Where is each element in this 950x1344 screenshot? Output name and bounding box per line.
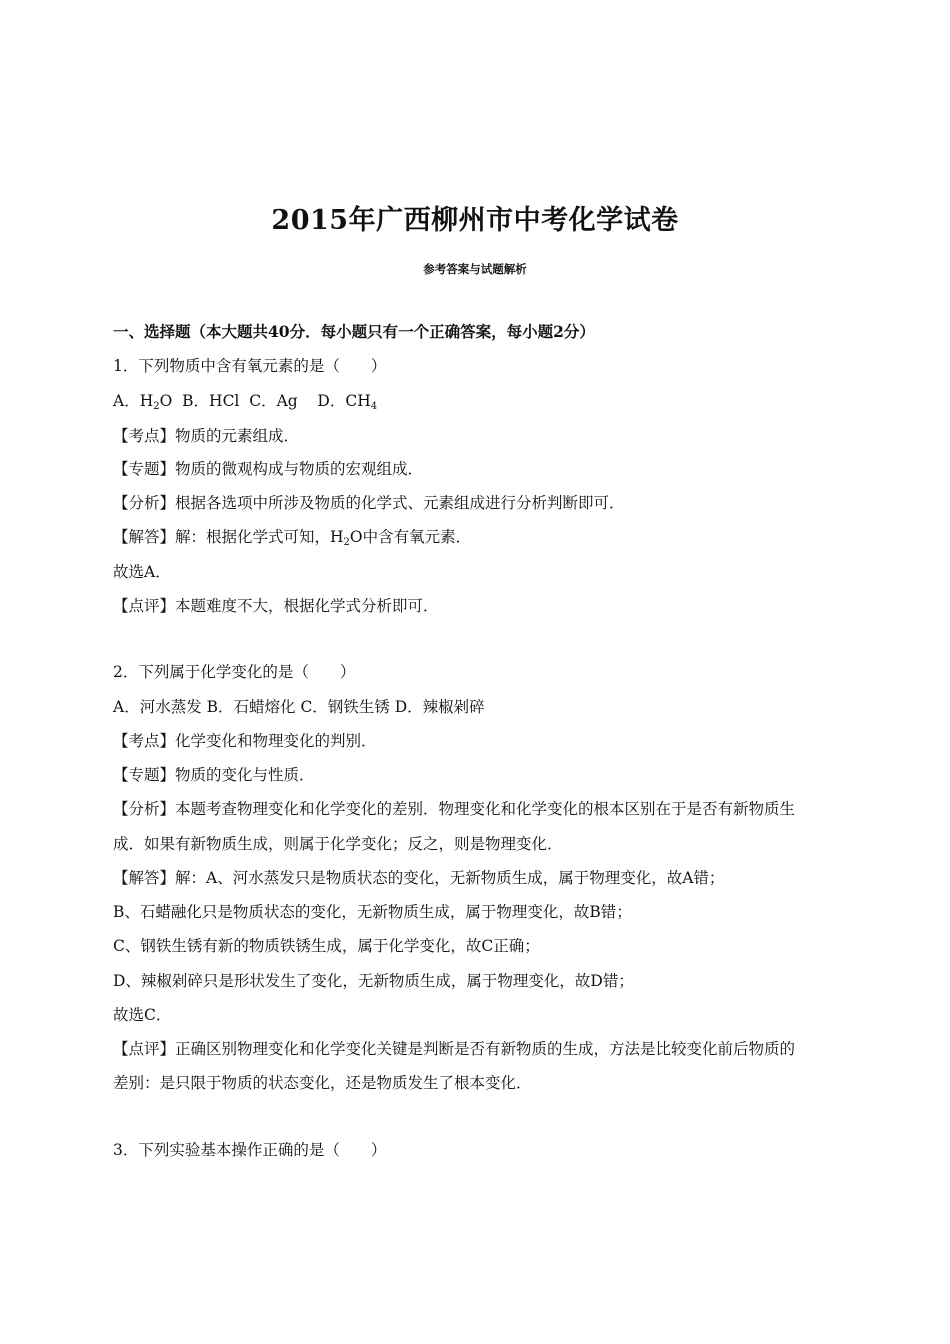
q2-dianping-line1: 【点评】正确区别物理变化和化学变化关键是判断是否有新物质的生成，方法是比较变化前后物质的 — [113, 1040, 796, 1058]
q2-jieda-c: C、钢铁生锈有新的物质铁锈生成，属于化学变化，故C正确； — [113, 937, 540, 955]
exam-subtitle: 参考答案与试题解析 — [423, 262, 527, 276]
q1-jieda — [113, 527, 850, 547]
q2-fenxi-line1: 【分析】本题考查物理变化和化学变化的差别．物理变化和化学变化的根本区别在于是否有新物质生 — [113, 800, 796, 818]
q2-stem: 2．下列属于化学变化的是（ ） — [113, 663, 356, 681]
q2-jieda-d: D、辣椒剁碎只是形状发生了变化，无新物质生成，属于物理变化，故D错； — [113, 972, 634, 990]
q1-dianping: 【点评】本题难度不大，根据化学式分析即可． — [113, 597, 439, 615]
q1-options — [113, 391, 850, 411]
q2-fenxi-line2: 成．如果有新物质生成，则属于化学变化；反之，则是物理变化． — [113, 835, 563, 853]
q2-answer: 故选C． — [113, 1006, 172, 1024]
q1-jieda-subscript: 2 — [343, 537, 350, 548]
q1-options-rest: O B．HCl C．Ag D．CH — [159, 392, 371, 410]
section-heading: 一、选择题（本大题共40分．每小题只有一个正确答案，每小题2分） — [113, 322, 595, 341]
q2-options: A．河水蒸发 B．石蜡熔化 C．钢铁生锈 D．辣椒剁碎 — [113, 698, 485, 716]
q1-option-a-subscript: 2 — [153, 401, 160, 412]
q2-zhuanti: 【专题】物质的变化与性质． — [113, 766, 315, 784]
q1-option-d-subscript: 4 — [370, 401, 378, 412]
q2-kaodian: 【考点】化学变化和物理变化的判别． — [113, 732, 377, 750]
q1-fenxi: 【分析】根据各选项中所涉及物质的化学式、元素组成进行分析判断即可． — [113, 494, 625, 512]
q1-stem: 1．下列物质中含有氧元素的是（ ） — [113, 357, 387, 375]
q1-zhuanti: 【专题】物质的微观构成与物质的宏观组成． — [113, 460, 424, 478]
q3-stem: 3．下列实验基本操作正确的是（ ） — [113, 1141, 387, 1159]
q1-option-a-prefix: A．H — [113, 392, 154, 410]
q2-dianping-line2: 差别：是只限于物质的状态变化，还是物质发生了根本变化． — [113, 1074, 532, 1092]
q2-jieda-b: B、石蜡融化只是物质状态的变化，无新物质生成，属于物理变化，故B错； — [113, 903, 632, 921]
q2-jieda-a: 【解答】解：A、河水蒸发只是物质状态的变化，无新物质生成，属于物理变化，故A错； — [113, 869, 725, 887]
q1-answer: 故选A． — [113, 563, 171, 581]
q1-jieda-suffix: O中含有氧元素． — [349, 528, 472, 546]
q1-kaodian: 【考点】物质的元素组成． — [113, 427, 300, 445]
exam-title: 2015年广西柳州市中考化学试卷 — [271, 205, 679, 236]
q1-jieda-prefix: 【解答】解：根据化学式可知，H — [113, 528, 344, 546]
